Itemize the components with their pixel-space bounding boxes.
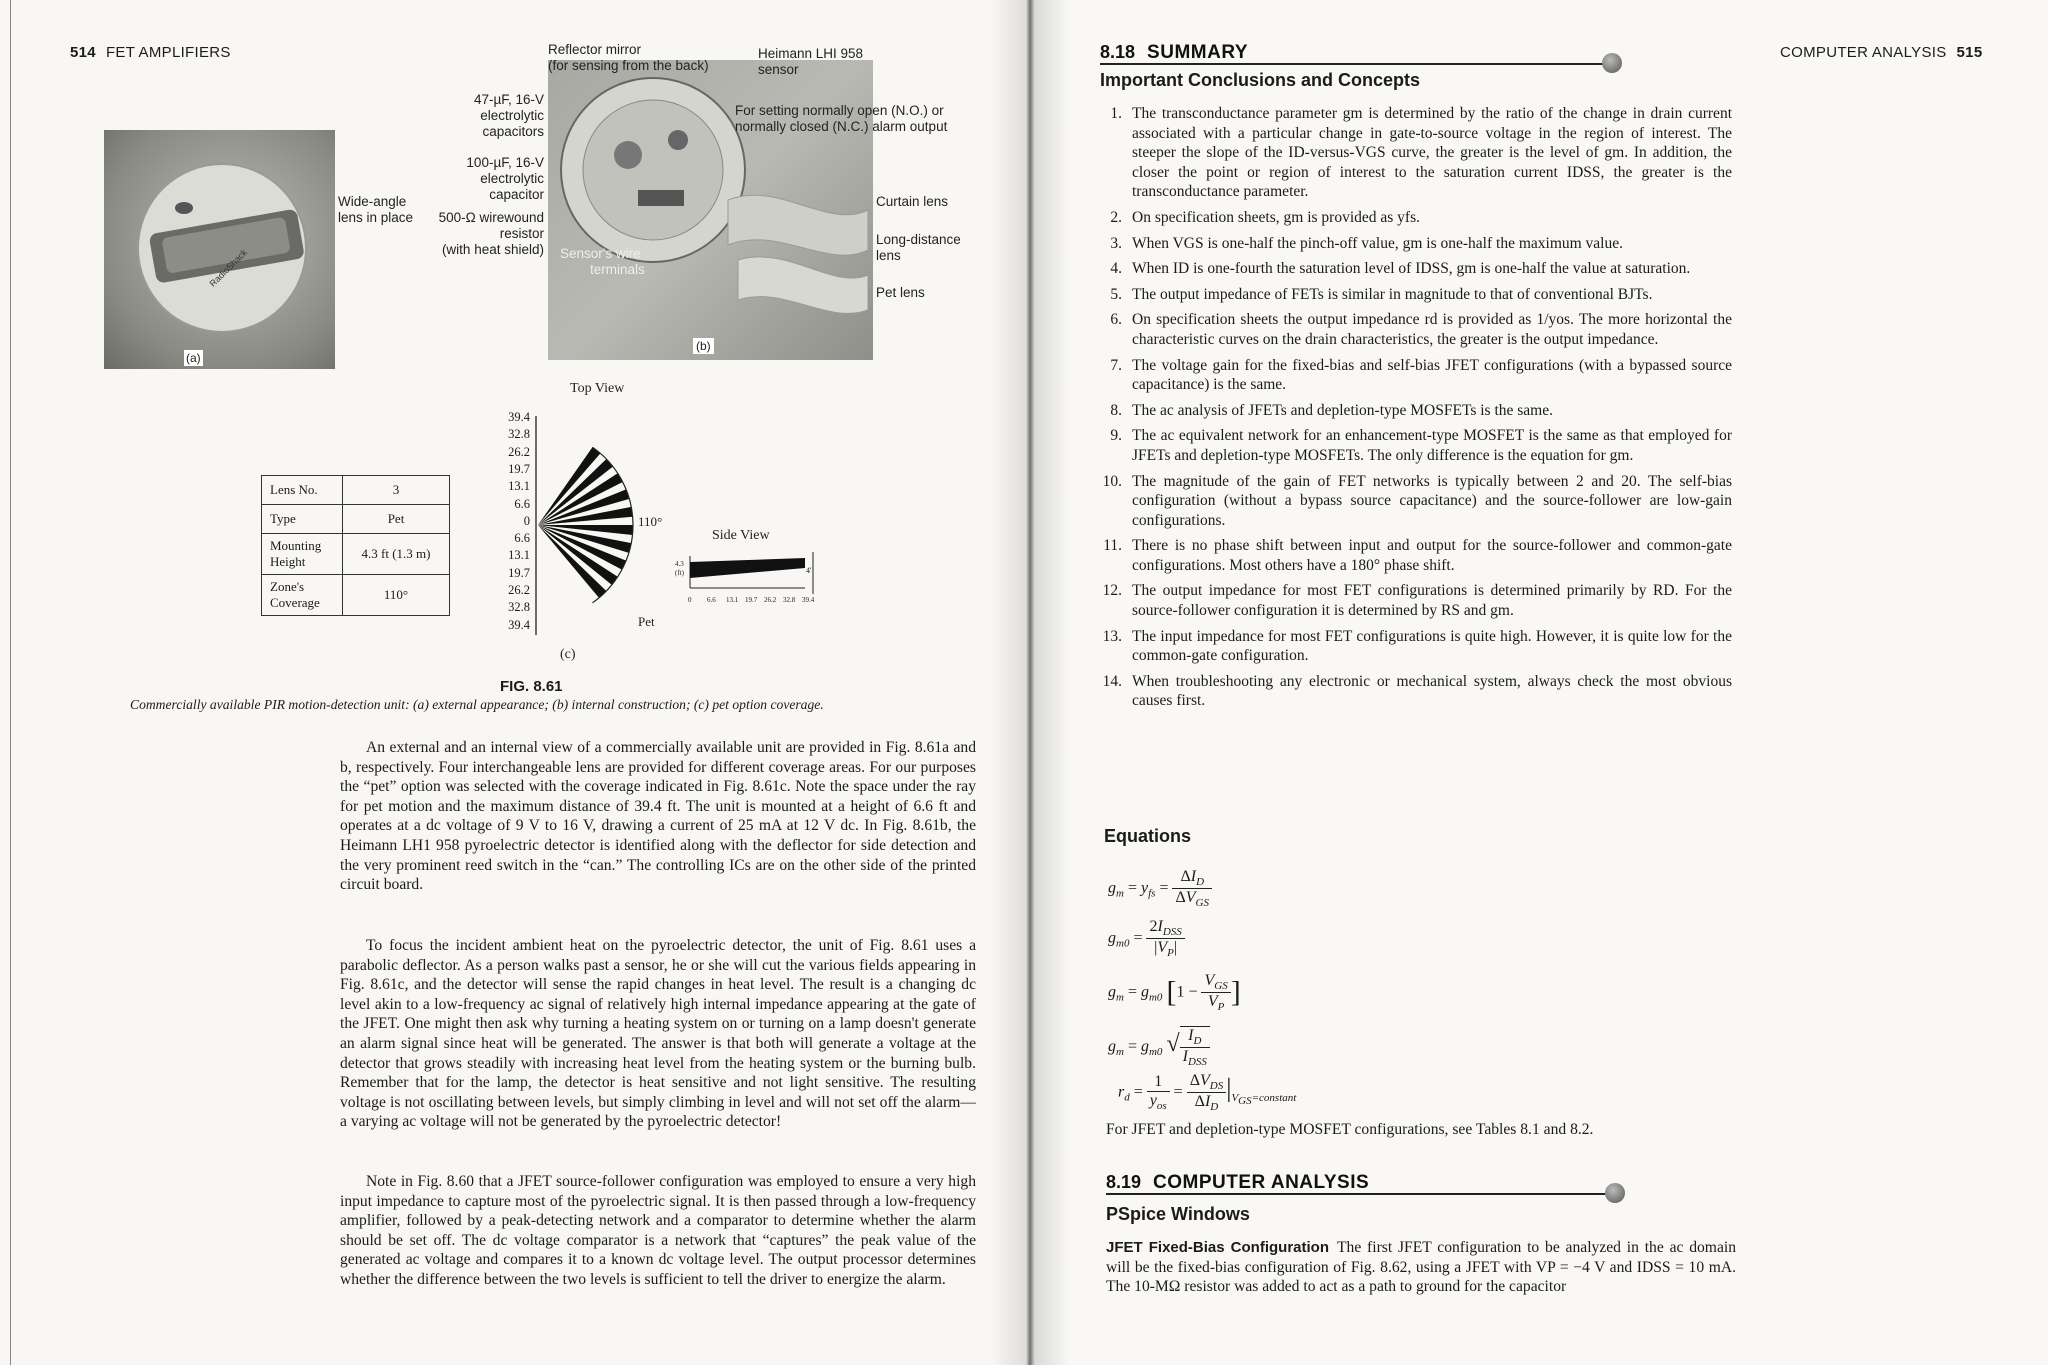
top-view-tick-label: 19.7 bbox=[508, 461, 530, 476]
summary-item-number: 12. bbox=[1102, 582, 1122, 600]
pet-lens-label: Pet lens bbox=[876, 285, 925, 300]
side-view-tick-label: 32.8 bbox=[783, 596, 796, 604]
top-view-tick-label: 13.1 bbox=[508, 479, 530, 494]
jfet-text: The first JFET configuration to be analyzed in the ac domain will be the fixed-bias configuration of Fig. 8.62, using a JFET with VP = −4 V and IDSS = 10 mA. The 10-MΩ resistor was added to act as a path to ground for the capacitor bbox=[1106, 1239, 1736, 1296]
table-row: Mounting Height 4.3 ft (1.3 m) bbox=[262, 534, 450, 575]
body-paragraph-1: An external and an internal view of a commercially available unit are provided in Fig. 8.61a and b, respectively. Four interchangeable lens are provided for different coverage areas. For our purposes the “pet” option was selected with the coverage indicated in Fig. 8.61c. Note the space under the ray for pet motion and the maximum distance of 39.4 ft. The unit is mounted at a height of 6.6 ft and operates at a dc voltage of 9 V to 16 V, drawing a current of 25 mA at 12 V dc. In Fig. 8.61b, the Heimann LH1 958 pyroelectric detector is identified along with the deflector for side detection and the very prominent reed switch in the “can.” The controlling ICs are on the other side of the printed circuit board. bbox=[340, 739, 976, 894]
summary-item-text: The voltage gain for the fixed-bias and self-bias JFET configurations (with a bypassed source capacitance) is the same. bbox=[1132, 356, 1732, 394]
summary-item bbox=[1092, 234, 1732, 254]
section-rule bbox=[1106, 1193, 1618, 1195]
section-summary-heading: 8.18 SUMMARY bbox=[1100, 42, 1249, 63]
summary-item-number: 5. bbox=[1110, 285, 1122, 303]
summary-item-text: On specification sheets, gm is provided as yfs. bbox=[1132, 208, 1420, 226]
summary-item-number: 11. bbox=[1103, 537, 1122, 555]
body-paragraph-3: Note in Fig. 8.60 that a JFET source-follower configuration was employed to ensure a very high input impedance to capture most of the pyroelectric signal. It is then passed through a low-frequency amplifier, followed by a peak-detecting network and a comparator to determine whether the alarm should be set off. The dc voltage comparator is a network that “captures” the peak value of the generated ac voltage and compares it to a known dc voltage level. The output processor determines whether the difference between the two levels is sufficient to tell the driver to energize the alarm. bbox=[340, 1173, 976, 1288]
top-view-tick-label: 32.8 bbox=[508, 427, 530, 442]
summary-item-number: 8. bbox=[1110, 401, 1122, 419]
summary-item-text: The transconductance parameter gm is determined by the ratio of the change in drain current associated with a particular change in gate-to-source voltage in the region of interest. The steeper the slope of the ID-versus-VGS curve, the greater is the level of gm. In addition, the closer the point or region of interest to the saturation current IDSS, the greater is the transconductance parameter. bbox=[1132, 105, 1732, 201]
side-height-label: 4.3 (ft) bbox=[675, 560, 684, 577]
panel-a-label: (a) bbox=[186, 351, 201, 365]
summary-item bbox=[1092, 104, 1732, 202]
side-view-tick-label: 6.6 bbox=[707, 596, 716, 604]
equation-gm: $g_m = y_{fs}$ = $\frac{\Delta I_D}{\Delta V_{GS}}$ bbox=[1108, 868, 1212, 909]
summary-item-number: 3. bbox=[1110, 234, 1122, 252]
jfet-paragraph bbox=[1106, 1238, 1736, 1297]
photo-external-view bbox=[104, 130, 335, 369]
summary-item-number: 2. bbox=[1110, 208, 1122, 226]
summary-item-number: 13. bbox=[1102, 627, 1122, 645]
cap47-label: 47-µF, 16-V electrolytic capacitors bbox=[473, 92, 544, 139]
summary-item bbox=[1092, 285, 1732, 305]
summary-item-text: The ac equivalent network for an enhancement-type MOSFET is the same as that employed for JFETs and depletion-type MOSFETs. The only difference is the equation for gm. bbox=[1132, 427, 1732, 464]
side-view-tick-label: 0 bbox=[688, 596, 692, 604]
summary-item-number: 7. bbox=[1110, 356, 1122, 374]
summary-item-text: There is no phase shift between input and output for the source-follower and common-gate configurations. Most others have a 180° phase shift. bbox=[1132, 537, 1732, 574]
top-view-tick-label: 19.7 bbox=[508, 565, 530, 580]
panel-b-label: (b) bbox=[693, 338, 714, 354]
equation-rd: $r_d$ = $\frac{1}{y_{os}}$ = $\frac{\Delta V_{DS}}{\Delta I_D}$ $|_{V_{GS}=constant}$ bbox=[1118, 1072, 1297, 1114]
summary-item bbox=[1092, 581, 1732, 620]
coverage-zone bbox=[538, 525, 633, 535]
section-marker-icon bbox=[1605, 1183, 1625, 1203]
summary-item bbox=[1092, 259, 1732, 279]
summary-item bbox=[1092, 310, 1732, 349]
equations-heading: Equations bbox=[1104, 826, 1192, 846]
table-row: Lens No. 3 bbox=[262, 476, 450, 505]
heimann-label: Heimann LHI 958 sensor bbox=[758, 46, 864, 77]
angle-label: 110° bbox=[638, 514, 663, 529]
curtain-lens-label: Curtain lens bbox=[876, 194, 949, 209]
table-row: Zone's Coverage 110° bbox=[262, 575, 450, 616]
top-view-tick-label: 0 bbox=[523, 513, 530, 528]
right-running-head: COMPUTER ANALYSIS 515 bbox=[1780, 44, 1983, 61]
section-marker-icon bbox=[1602, 53, 1622, 73]
summary-item bbox=[1092, 536, 1732, 575]
top-view-tick-label: 6.6 bbox=[514, 496, 530, 511]
summary-item-text: When troubleshooting any electronic or mechanical system, always check the most obvious causes first. bbox=[1132, 672, 1732, 710]
lens-spec-table bbox=[261, 475, 450, 616]
jfet-heading: JFET Fixed-Bias Configuration bbox=[1106, 1239, 1329, 1256]
summary-item-number: 10. bbox=[1102, 472, 1122, 490]
summary-item-text: When ID is one-fourth the saturation level of IDSS, gm is one-half the value at saturation. bbox=[1132, 260, 1691, 278]
pet-label: Pet bbox=[638, 614, 655, 629]
reflector-label: Reflector mirror (for sensing from the back) bbox=[548, 42, 709, 73]
table-row: Type Pet bbox=[262, 505, 450, 534]
side-view-tick-label: 19.7 bbox=[745, 596, 758, 604]
resistor-label: 500-Ω wirewound resistor (with heat shield) bbox=[438, 210, 544, 257]
setting-label: For setting normally open (N.O.) or normally closed (N.C.) alarm output bbox=[735, 103, 948, 134]
summary-item bbox=[1092, 356, 1732, 395]
wire-terminals-label: Sensor's wire terminals bbox=[560, 246, 645, 277]
important-heading: Important Conclusions and Concepts bbox=[1100, 70, 1421, 90]
equation-gm0: $g_{m0}$ = $\frac{2I_{DSS}}{|V_P|}$ bbox=[1108, 918, 1185, 959]
summary-item bbox=[1092, 627, 1732, 666]
summary-item-text: The output impedance for most FET configurations is determined primarily by RD. For the source-follower configuration it is determined by RS and gm. bbox=[1132, 582, 1732, 620]
body-paragraph-2: To focus the incident ambient heat on the pyroelectric detector, the unit of Fig. 8.61 uses a parabolic deflector. As a person walks past a sensor, he or she will cut the various fields appearing in Fig. 8.61c, and the detector will sense the rapid changes in heat level. The result is a changing dc level akin to a low-frequency ac signal of relatively high internal impedance appearing at the gate of the JFET. One might then ask why turning a heating system on or turning on a lamp doesn't generate an alarm signal since heat will be generated. The answer is that both will generate a voltage at the detector that grows steadily with increasing heat level from the heating system or the burning bulb. Remember that for the lamp, the detector is heat sensitive and not light sensitive. The resulting voltage is not oscillating between levels, but simply climbing in level and will not set off the alarm—a varying ac voltage will not be generated by the pyroelectric detector! bbox=[340, 937, 976, 1131]
equation-gm-vgs: $g_m = g_{m0}$ [1 − $\frac{V_{GS}}{V_P}$ ] bbox=[1108, 972, 1241, 1014]
top-view-tick-label: 26.2 bbox=[508, 583, 530, 597]
summary-item bbox=[1092, 426, 1732, 465]
top-view-title: Top View bbox=[570, 381, 625, 396]
long-distance-lens-label: Long-distance lens bbox=[876, 232, 961, 263]
top-view-tick-label: 32.8 bbox=[508, 600, 530, 615]
figure-title: FIG. 8.61 bbox=[500, 678, 563, 695]
summary-item-number: 1. bbox=[1110, 105, 1122, 122]
top-view-tick-label: 26.2 bbox=[508, 444, 530, 459]
book-gutter bbox=[990, 0, 1070, 1365]
summary-item bbox=[1092, 672, 1732, 711]
summary-item-text: The output impedance of FETs is similar in magnitude to that of conventional BJTs. bbox=[1132, 285, 1653, 303]
wide-angle-label: Wide-angle lens in place bbox=[338, 194, 414, 225]
side-view-tick-label: 39.4 bbox=[802, 596, 815, 604]
summary-item bbox=[1092, 401, 1732, 421]
summary-item bbox=[1092, 208, 1732, 228]
section-computer-heading: 8.19 COMPUTER ANALYSIS bbox=[1106, 1172, 1370, 1193]
summary-item bbox=[1092, 472, 1732, 531]
coverage-zone bbox=[538, 525, 606, 598]
summary-item-text: The ac analysis of JFETs and depletion-type MOSFETs is the same. bbox=[1132, 401, 1553, 419]
side-view-title: Side View bbox=[712, 528, 770, 543]
side-view-tick-label: 13.1 bbox=[726, 596, 739, 604]
top-view-tick-label: 39.4 bbox=[508, 410, 530, 424]
sensor-dome-illustration bbox=[104, 130, 335, 369]
summary-item-text: When VGS is one-half the pinch-off value, gm is one-half the maximum value. bbox=[1132, 234, 1623, 252]
side-view-tick-label: 26.2 bbox=[764, 596, 777, 604]
summary-item-text: The input impedance for most FET configurations is quite high. However, it is quite low for the common-gate configuration. bbox=[1132, 627, 1732, 665]
summary-item-text: The magnitude of the gain of FET networks is typically between 2 and 20. The self-bias configuration (without a bypass source capacitance) and the source-follower are low-gain configurations. bbox=[1132, 472, 1732, 529]
figure-caption: Commercially available PIR motion-detection unit: (a) external appearance; (b) internal construction; (c) pet option coverage. bbox=[130, 697, 824, 712]
top-view-tick-label: 39.4 bbox=[508, 617, 530, 632]
summary-item-number: 9. bbox=[1110, 427, 1122, 445]
summary-list bbox=[1092, 104, 1732, 717]
pspice-heading: PSpice Windows bbox=[1106, 1204, 1250, 1224]
top-view-tick-label: 6.6 bbox=[514, 531, 530, 546]
summary-item-number: 14. bbox=[1102, 672, 1122, 690]
section-rule bbox=[1100, 63, 1620, 65]
summary-item-number: 6. bbox=[1110, 311, 1122, 329]
page-edge bbox=[0, 0, 11, 1365]
equations-note: For JFET and depletion-type MOSFET configurations, see Tables 8.1 and 8.2. bbox=[1106, 1121, 1594, 1138]
brand-label: RadioShack bbox=[207, 247, 249, 289]
top-view-tick-label: 13.1 bbox=[508, 548, 530, 563]
summary-item-number: 4. bbox=[1110, 260, 1122, 278]
side-right-label: 4' bbox=[806, 566, 812, 575]
summary-item-text: On specification sheets the output impedance rd is provided as 1/yos. The more horizontal the characteristic curves on the drain characteristics, the greater is the output impedance. bbox=[1132, 311, 1732, 348]
panel-c-label: (c) bbox=[560, 647, 576, 662]
equation-gm-id: $g_m = g_{m0}$ √ $\frac{I_D}{I_{DSS}}$ bbox=[1108, 1026, 1210, 1068]
left-running-head: 514 FET AMPLIFIERS bbox=[70, 44, 231, 61]
cap100-label: 100-µF, 16-V electrolytic capacitor bbox=[466, 155, 544, 202]
